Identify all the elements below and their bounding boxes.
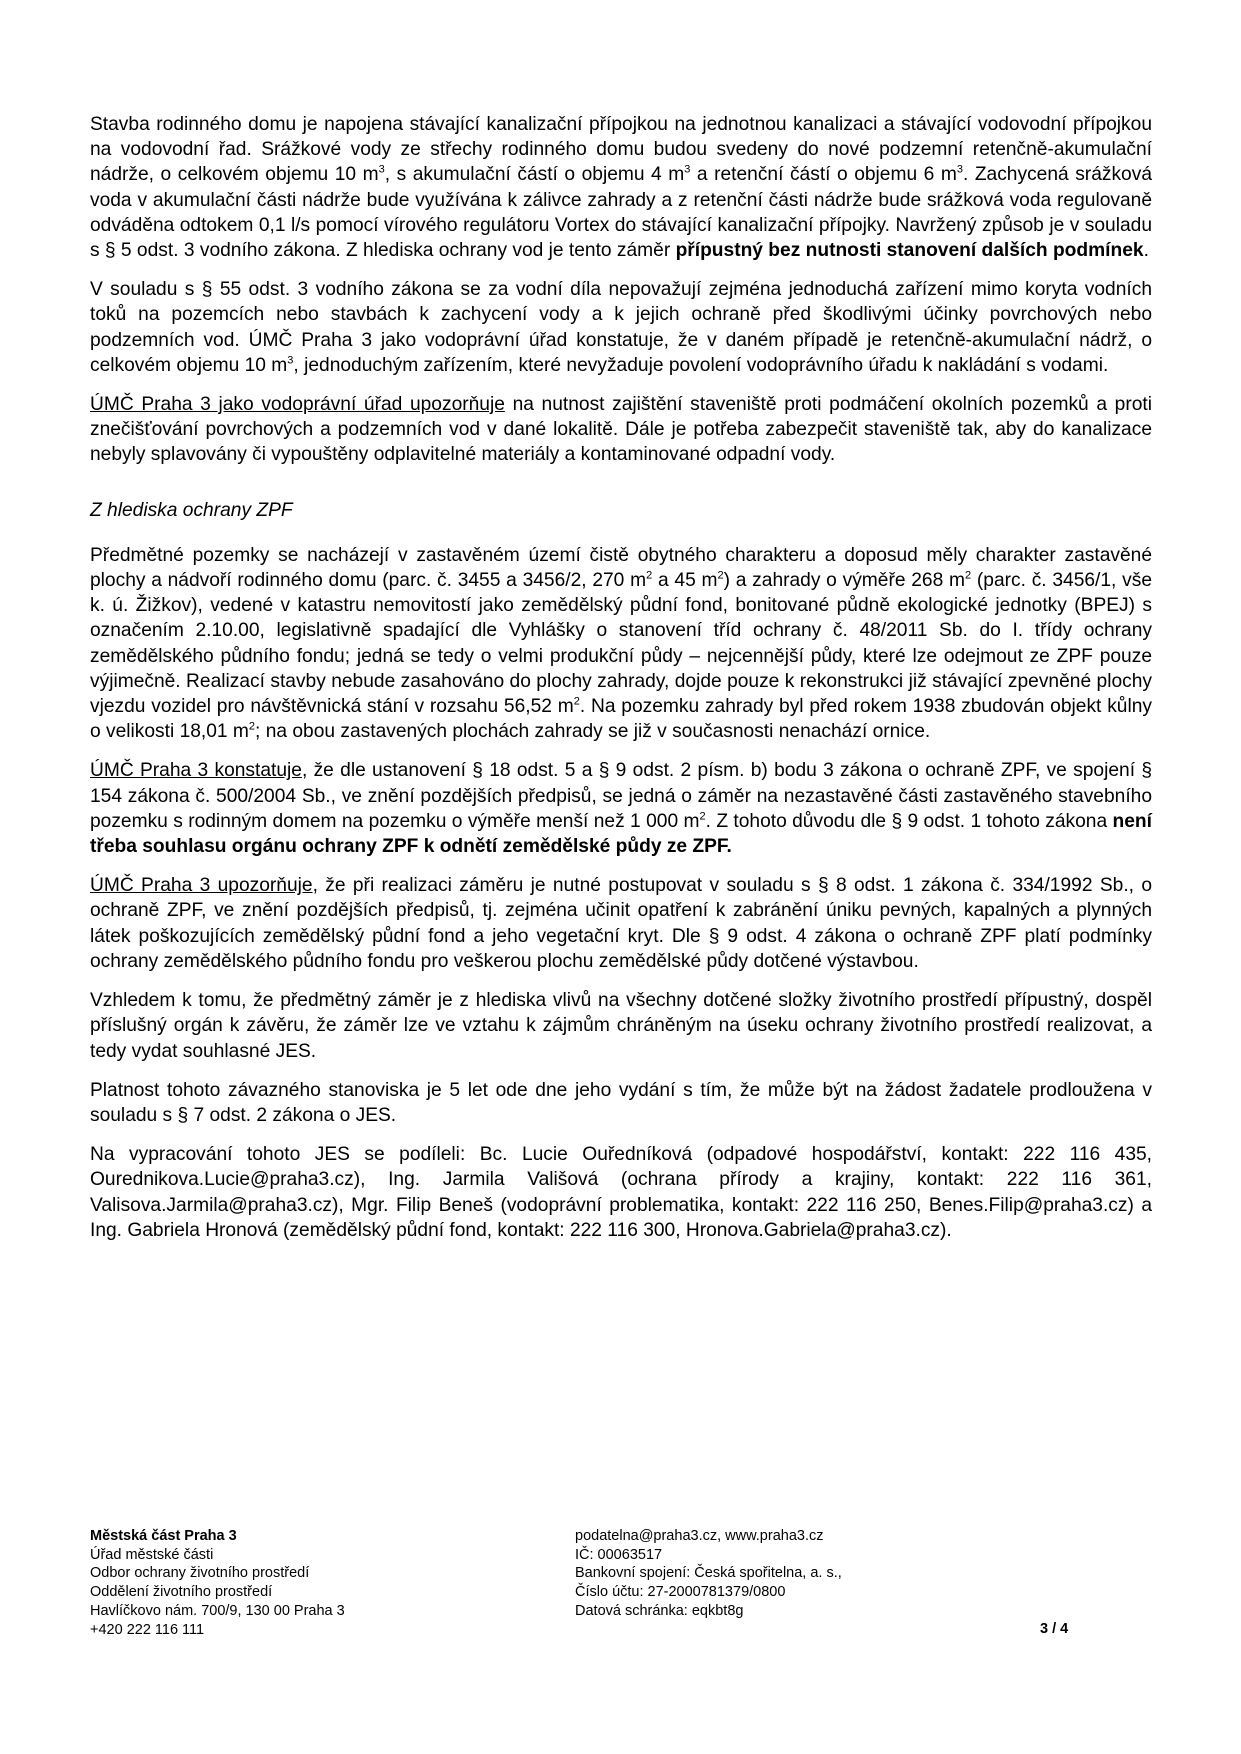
paragraph-conclusion: Vzhledem k tomu, že předmětný záměr je z hlediska vlivů na všechny dotčené složky životního prostředí přípustný, dospěl příslušný orgán k závěru, že záměr lze ve vztahu k zájmům chráněným na úseku ochrany životního prostředí realizovat, a tedy vydat souhlasné JES. [90, 990, 1152, 1062]
footer-line: IČ: 00063517 [575, 1546, 663, 1563]
page-number: 3 / 4 [1040, 1621, 1069, 1637]
footer-line: Oddělení životního prostředí [90, 1584, 273, 1601]
bold-conclusion: přípustný bez nutnosti stanovení dalších podmínek [675, 240, 1144, 262]
footer-line: Úřad městské části [90, 1546, 214, 1563]
footer-contact-block [575, 1527, 842, 1621]
bold-conclusion: není třeba souhlasu orgánu ochrany ZPF k odnětí zemědělské půdy ze ZPF. [90, 810, 1152, 858]
footer-line: Havlíčkovo nám. 700/9, 130 00 Praha 3 [90, 1602, 345, 1619]
footer-line: Číslo účtu: 27-2000781379/0800 [575, 1584, 786, 1601]
paragraph-zpf-warning: ÚMČ Praha 3 upozorňuje, že při realizaci záměru je nutné postupovat v souladu s § 8 odst. 1 zákona č. 334/1992 Sb., o ochraně ZPF, ve znění pozdějších předpisů, tj. zejména učinit opatření k zabránění úniku pevných, kapalných a plynných látek poškozujících zemědělský půdní fond a jeho vegetační kryt. Dle § 9 odst. 4 zákona o ochraně ZPF platí podmínky ochrany zemědělského půdního fondu pro veškerou plochu zemědělské půdy dotčené výstavbou. [90, 875, 1153, 972]
footer-line: Odbor ochrany životního prostředí [90, 1565, 310, 1582]
footer-line: Datová schránka: eqkbt8g [575, 1602, 744, 1619]
paragraph-land-description: Předmětné pozemky se nacházejí v zastavěném území čistě obytného charakteru a doposud měly charakter zastavěné plochy a nádvoří rodinného domu (parc. č. 3455 a 3456/2, 270 $m^2$ a 45 $m^2$) a zahrady o výměře 268 $m^2$ (parc. č. 3456/1, vše k. ú. Žižkov), vedené v katastru nemovitostí jako zemědělský půdní fond, bonitované půdně ekologické jednotky (BPEJ) s označením 2.10.00, legislativně spadající dle Vyhlášky o stanovení tříd ochrany č. 48/2011 Sb. do I. třídy ochrany zemědělského půdního fondu; jedná se tedy o velmi produkční půdy – nejcennější půdy, které lze odejmout ze ZPF pouze výjimečně. Realizací stavby nebude zasahováno do plochy zahrady, dojde pouze k rekonstrukci již stávající zpevněné plochy vjezdu vozidel pro návštěvnická stání v rozsahu 56,52 $m^2$. Na pozemku zahrady byl před rokem 1938 zbudován objekt kůlny o velikosti 18,01 $m^2$; na obou zastavených plochách zahrady se již v současnosti nenachází ornice. [90, 544, 1152, 743]
paragraph-site-warning: ÚMČ Praha 3 jako vodoprávní úřad upozorňuje na nutnost zajištění staveniště proti podmáčení okolních pozemků a proti znečišťování povrchových a podzemních vod v dané lokalitě. Dále je potřeba zabezpečit staveniště tak, aby do kanalizace nebyly splavovány či vypouštěny odplavitelné materiály a kontaminované odpadní vody. [90, 394, 1152, 466]
paragraph-validity: Platnost tohoto závazného stanoviska je 5 let ode dne jeho vydání s tím, že může být na žádost žadatele prodloužena v souladu s § 7 odst. 2 zákona o JES. [90, 1079, 1152, 1126]
paragraph-zpf-statement: ÚMČ Praha 3 konstatuje, že dle ustanovení § 18 odst. 5 a § 9 odst. 2 písm. b) bodu 3 zákona o ochraně ZPF, ve spojení § 154 zákona č. 500/2004 Sb., ve znění pozdějších předpisů, se jedná o záměr na nezastavěné části zastavěného stavebního pozemku s rodinným domem na pozemku o výměře menší než 1 000 $m^2$. Z tohoto důvodu dle § 9 odst. 1 tohoto zákona není třeba souhlasu orgánu ochrany ZPF k odnětí zemědělské půdy ze ZPF. [90, 760, 1153, 858]
underlined-authority: ÚMČ Praha 3 upozorňuje [90, 875, 313, 897]
paragraph-contributors: Na vypracování tohoto JES se podíleli: Bc. Lucie Ouředníková (odpadové hospodářství, kontakt: 222 116 435, Ourednikova.Lucie@praha3.cz), Ing. Jarmila Vališová (ochrana přírody a krajiny, kontakt: 222 116 361, Valisova.Jarmila@praha3.cz), Mgr. Filip Beneš (vodoprávní problematika, kontakt: 222 116 250, Benes.Filip@praha3.cz) a Ing. Gabriela Hronová (zemědělský půdní fond, kontakt: 222 116 300, Hronova.Gabriela@praha3.cz). [90, 1144, 1152, 1241]
paragraph-water-drainage: Stavba rodinného domu je napojena stávající kanalizační přípojkou na jednotnou kanalizaci a stávající vodovodní přípojkou na vodovodní řad. Srážkové vody ze střechy rodinného domu budou svedeny do nové podzemní retenčně-akumulační nádrže, o celkovém objemu 10 $m^3$, s akumulační částí o objemu 4 $m^3$ a retenční částí o objemu 6 $m^3$. Zachycená srážková voda v akumulační části nádrže bude využívána k zálivce zahrady a z retenční části nádrže bude srážková voda regulovaně odváděna odtokem 0,1 l/s pomocí vírového regulátoru Vortex do stávající kanalizační přípojky. Navržený způsob je v souladu s § 5 odst. 3 vodního zákona. Z hlediska ochrany vod je tento záměr přípustný bez nutnosti stanovení dalších podmínek. [90, 114, 1152, 262]
underlined-authority: ÚMČ Praha 3 jako vodoprávní úřad upozorňuje [90, 394, 505, 416]
document-body [90, 112, 1152, 1257]
section-heading-zpf: Z hlediska ochrany ZPF [90, 499, 293, 521]
footer-org-name: Městská část Praha 3 [90, 1528, 237, 1544]
underlined-authority: ÚMČ Praha 3 konstatuje [90, 760, 302, 782]
paragraph-water-works: V souladu s § 55 odst. 3 vodního zákona se za vodní díla nepovažují zejména jednoduchá zařízení mimo koryta vodních toků na pozemcích nebo stavbách k zachycení vody a k jejich ochraně před škodlivými účinky povrchových nebo podzemních vod. ÚMČ Praha 3 jako vodoprávní úřad konstatuje, že v daném případě je retenčně-akumulační nádrž, o celkovém objemu 10 $m^3$, jednoduchým zařízením, které nevyžaduje povolení vodoprávního úřadu k nakládání s vodami. [90, 279, 1152, 376]
footer-address-block [90, 1527, 345, 1639]
footer-line: Bankovní spojení: Česká spořitelna, a. s., [575, 1565, 842, 1582]
footer-phone: +420 222 116 111 [90, 1621, 205, 1638]
footer-email-web: podatelna@praha3.cz, www.praha3.cz [575, 1528, 824, 1544]
